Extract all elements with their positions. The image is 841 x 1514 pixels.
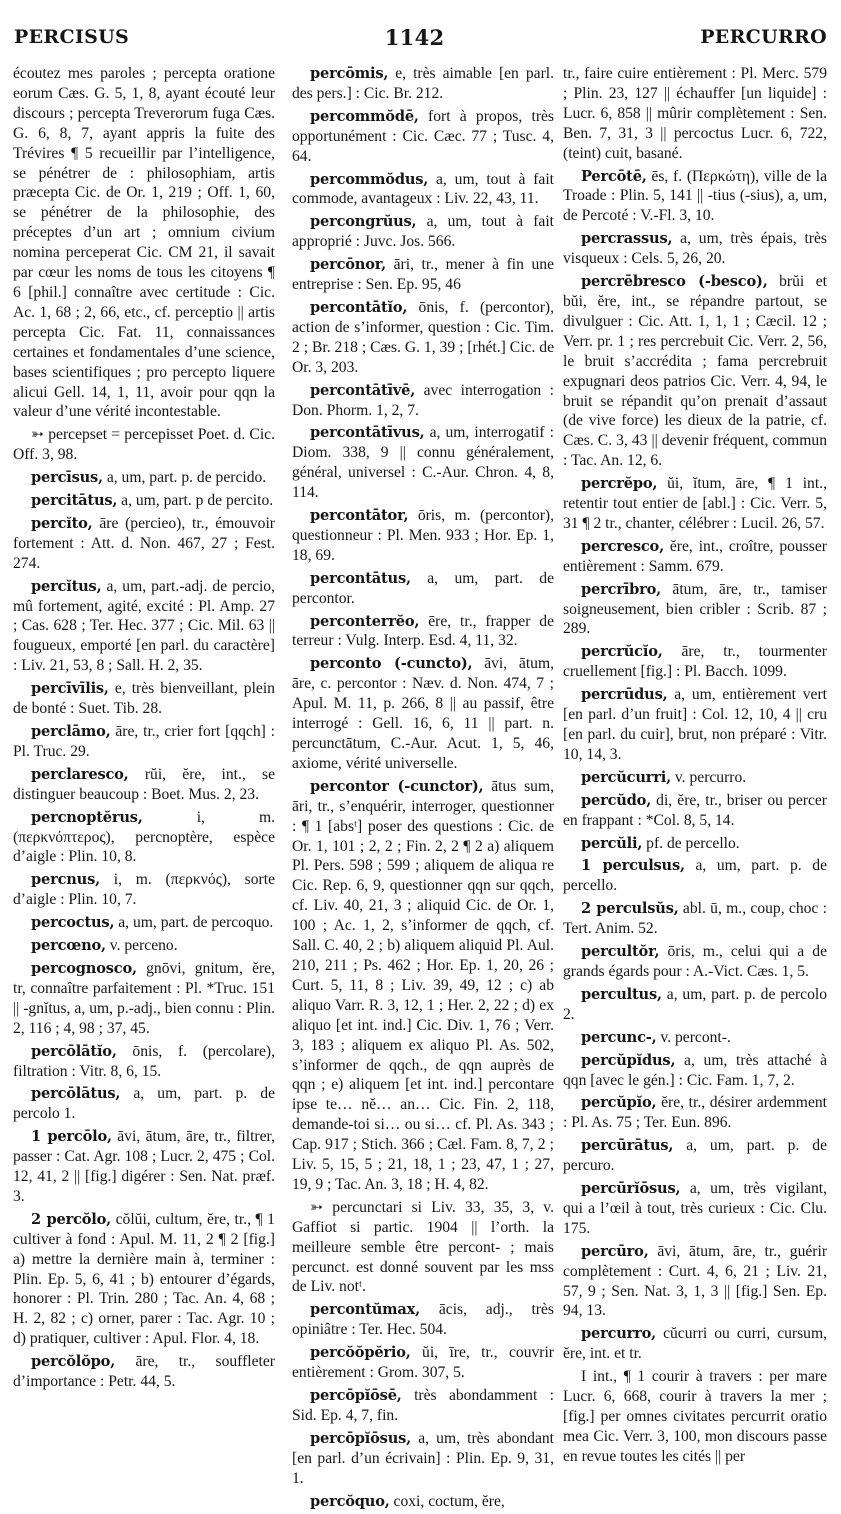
- entry-text: I int., ¶ 1 courir à travers : per mare Lucr. 6, 668, courir à travers la mer ; [fig.] per omnes civitates percurrit oratio mea Cic. Verr. 3, 100, mon discours passe en revue toutes les cités || per: [563, 1368, 827, 1465]
- entry-text: ŭi, ĭtum, āre, ¶ 1 int., retentir tout entier de [abl.] : Cic. Verr. 5, 31 ¶ 2 tr., chanter, célébrer : Lucil. 26, 57.: [563, 475, 827, 532]
- dictionary-entry: [563, 899, 827, 939]
- entry-text: di, ĕre, tr., briser ou percer en frappant : *Col. 8, 5, 14.: [563, 791, 827, 829]
- entry-headword: percōnor,: [310, 256, 387, 274]
- dictionary-entry: [563, 1028, 827, 1048]
- entry-headword: percōmis,: [310, 65, 389, 82]
- dictionary-entry: [563, 1179, 827, 1239]
- entry-text: a, um, très attaché à qqn [avec le gén.] : Cic. Fam. 1, 7, 2.: [563, 1051, 827, 1089]
- entry-text: ➳ percunctari si Liv. 33, 35, 3, v. Gaffiot si partic. 1904 || l’orth. la meilleure semble être percont- ; mais percunct. est donné souvent par les mss de Liv. notᵗ.: [292, 1198, 554, 1296]
- entry-headword: percœno,: [31, 937, 106, 955]
- entry-text: v. perceno.: [109, 937, 178, 955]
- entry-headword: percŭcurri,: [581, 768, 671, 786]
- dictionary-entry: [13, 1352, 275, 1392]
- entry-headword: percontor (-cunctor),: [310, 777, 484, 795]
- entry-text: gnōvi, gnitum, ĕre, tr, connaître parfaitement : Pl. *Truc. 151 || -gnĭtus, a, um, p.-adj., bien connu : Plin. 2, 116 ; 4, 98 ; 37, 45.: [13, 959, 275, 1037]
- entry-text: ācis, adj., très opiniâtre : Ter. Hec. 504.: [292, 1301, 554, 1339]
- entry-text: très abondamment : Sid. Ep. 4, 7, fin.: [292, 1387, 555, 1424]
- page-header: [14, 22, 827, 52]
- dictionary-entry: [13, 514, 275, 574]
- dictionary-entry: [563, 791, 827, 831]
- entry-text: i, m. (περκνός), sorte d’aigle : Plin. 10, 7.: [13, 871, 275, 909]
- dictionary-entry: [13, 468, 275, 488]
- entry-text: ōnis, f. (percontor), action de s’informer, question : Cic. Tim. 2 ; Br. 218 ; Cæs. G. 1, 39 ; [rhét.] Cic. de Or. 3, 203.: [292, 298, 554, 376]
- entry-text: ĕre, tr., désirer ardemment : Pl. As. 75 ; Ter. Eun. 896.: [563, 1094, 827, 1132]
- entry-text: v. percurro.: [674, 768, 747, 786]
- entry-text: a, um, part. p. de percello.: [563, 857, 828, 895]
- dictionary-entry: [563, 1242, 827, 1322]
- dictionary-entry: [292, 612, 554, 652]
- entry-text: pf. de percello.: [646, 834, 740, 852]
- dictionary-entry: [563, 856, 827, 896]
- entry-text: āvi, ātum, āre, tr., guérir complètement : Curt. 4, 6, 21 ; Liv. 21, 57, 9 ; Sen. Nat. 3, 1, 3 || [fig.] Sen. Ep. 94, 13.: [563, 1242, 828, 1320]
- entry-text: a, um, tout à fait approprié : Juvc. Jos. 566.: [292, 213, 554, 251]
- entry-text: v. percont-.: [660, 1028, 731, 1046]
- entry-headword: percŏŏpĕrio,: [310, 1344, 411, 1362]
- dictionary-entry: [13, 1127, 275, 1207]
- dictionary-entry: [292, 212, 554, 252]
- dictionary-entry: [563, 834, 827, 854]
- entry-text: ātum, āre, tr., tamiser soigneusement, bien cribler : Scrib. 87 ; 289.: [563, 580, 827, 638]
- entry-text: e, très bienveillant, plein de bonté : Suet. Tib. 28.: [13, 680, 275, 718]
- entry-headword: percrŭcĭo,: [581, 643, 663, 661]
- entry-headword: percontātīvus,: [310, 424, 425, 442]
- entry-headword: percūrĭōsus,: [581, 1180, 681, 1198]
- column-3: [563, 64, 827, 1470]
- entry-text: cŭcurri ou curri, cursum, ĕre, int. et tr.: [563, 1325, 827, 1363]
- entry-text: āvi, ātum, āre, c. percontor : Næv. d. Non. 474, 7 ; Apul. M. 11, p. 266, 8 || au passif, être interrogé : Gell. 16, 6, 11 || part. n. percunctātum, C.-Aur. Acut. 1, 5, 46, axiome, vérité universelle.: [292, 655, 554, 772]
- entry-headword: percnus,: [31, 871, 100, 889]
- dictionary-entry: [292, 1429, 554, 1489]
- dictionary-entry: [292, 423, 554, 503]
- dictionary-entry: [563, 1136, 827, 1176]
- entry-headword: percĭtus,: [31, 577, 102, 595]
- dictionary-entry: [13, 913, 275, 933]
- dictionary-entry: [563, 1051, 827, 1091]
- dictionary-entry: [563, 474, 827, 534]
- dictionary-entry: [292, 1198, 554, 1298]
- entry-text: āre, tr., tourmenter cruellement [fig.] : Pl. Bacch. 1099.: [563, 643, 827, 681]
- dictionary-entry: [13, 722, 275, 762]
- dictionary-entry: [292, 654, 554, 773]
- entry-headword: percōlātus,: [31, 1085, 121, 1103]
- dictionary-entry: [292, 64, 554, 104]
- dictionary-entry: [13, 64, 275, 422]
- dictionary-entry: [13, 679, 275, 719]
- entry-headword: percontātĭo,: [310, 298, 408, 316]
- dictionary-entry: [563, 768, 827, 788]
- entry-headword: Percōtē,: [581, 167, 647, 185]
- entry-text: ōris, m., celui qui a de grands égards pour : A.-Vict. Cæs. 1, 5.: [563, 943, 828, 980]
- running-head-right: PERCURRO: [700, 26, 827, 48]
- entry-headword: percoctus,: [31, 914, 115, 932]
- dictionary-entry: [563, 942, 827, 982]
- dictionary-entry: [563, 642, 827, 682]
- entry-text: a, um, part. p. de percolo 1.: [13, 1085, 275, 1123]
- entry-text: avec interrogation : Don. Phorm. 1, 2, 7.: [292, 381, 555, 419]
- running-head-left: PERCISUS: [14, 26, 129, 48]
- entry-text: a, um, part. de percoquo.: [118, 914, 274, 932]
- entry-headword: percŏlŏpo,: [31, 1353, 116, 1371]
- entry-text: ātus sum, āri, tr., s’enquérir, interroger, questionner : ¶ 1 [absᵗ] poser des questions : Cic. de Or. 1, 101 ; 2, 2 ; Fin. 2, 2 ¶ 2 a) aliquem Pl. Pers. 598 ; 599 ; aliquem de aliqua re Cic. Rep. 6, 9, questionner qqn sur qqch, cf. Liv. 40, 21, 3 ; aliquid Cic. de Or. 1, 100 ; Ac. 1, 2, s’informer de qqch, cf. Sall. C. 40, 2 ; b) aliquem aliquid Pl. Aul. 210, 211 ; Ps. 462 ; Hor. Ep. 1, 20, 26 ; Curt. 5, 11, 8 ; Liv. 39, 49, 12 ; c) ab aliquo Varr. R. 3, 12, 1 ; Her. 2, 22 ; d) ex aliquo [et int. ind.] Cic. Div. 1, 76 ; Verr. 3, 183 ; aliquem ex aliquo Pl. As. 502, s’informer de qqch., de qqn auprès de qqn ; e) aliquem [et int. ind.] percontare ipse te… nĕ… an… Cic. Fin. 2, 118, demande-toi si… ou si… cf. Pl. As. 343 ; Cap. 917 ; Stich. 366 ; Cæl. Fam. 8, 7, 2 ; Liv. 5, 15, 5 ; 21, 18, 1 ; 23, 47, 1 ; 27, 19, 9 ; Tac. An. 3, 18 ; H. 4, 82.: [292, 777, 554, 1193]
- entry-headword: percrassus,: [581, 230, 673, 248]
- entry-headword: percŭpĭdus,: [581, 1051, 676, 1069]
- entry-headword: percitātus,: [31, 492, 118, 510]
- entry-headword: percurro,: [581, 1325, 657, 1343]
- entry-text: a, um, tout à fait commode, avantageux : Liv. 22, 43, 11.: [292, 170, 554, 208]
- dictionary-entry: [563, 1367, 827, 1467]
- entry-text: e, très aimable [en parl. des pers.] : Cic. Br. 212.: [292, 65, 554, 102]
- entry-text: a, um, part.-adj. de percio, mû fortement, agité, excité : Pl. Amp. 27 ; Cas. 628 ; Ter. Hec. 377 ; Cic. Mil. 63 || fougueux, emporté [en parl. du caractère] : Liv. 21, 53, 8 ; Sall. H. 2, 35.: [13, 577, 275, 675]
- dictionary-entry: [292, 777, 554, 1195]
- entry-headword: percōpĭōsus,: [310, 1429, 412, 1447]
- entry-text: ōris, m. (percontor), questionneur : Pl. Men. 933 ; Hor. Ep. 1, 18, 69.: [292, 507, 554, 564]
- entry-text: fort à propos, très opportunément : Cic. Cæc. 77 ; Tusc. 4, 64.: [292, 107, 554, 165]
- page-number: 1142: [384, 24, 445, 50]
- dictionary-entry: [292, 107, 554, 167]
- entry-headword: percŭpĭo,: [581, 1094, 657, 1112]
- entry-text: écoutez mes paroles ; percepta oratione eorum Cæs. G. 5, 1, 8, ayant écouté leur discours ; percepta Treverorum fuga Cæs. G. 6, 8, 7, ayant appris la fuite des Trévires ¶ 5 recueillir par l’intelligence, se pénétrer de : philosophiam, artis præcepta Cic. de Or. 1, 219 ; Off. 1, 60, se pénétrer de la philosophie, des préceptes d’un art ; omnium civium nomina perceperat Cic. CM 21, il savait par cœur les noms de tous les citoyens ¶ 6 [phil.] connaître avec certitude : Cic. Ac. 1, 68 ; 2, 66, etc., cf. perceptio || artis percepta Cic. Fat. 11, connaissances certaines et fondamentales d’une science, bases scientifiques ; pro percepto liquere alicui Gell. 14, 1, 11, avoir pour qqn la valeur d’une vérité incontestable.: [13, 65, 275, 421]
- entry-text: a, um, part. p. de percolo 2.: [563, 985, 827, 1023]
- dictionary-entry: [563, 272, 827, 471]
- dictionary-entry: [292, 255, 554, 295]
- dictionary-entry: [292, 506, 554, 566]
- entry-headword: percīvīlis,: [31, 680, 109, 698]
- entry-text: a, um, part. de percontor.: [292, 569, 554, 607]
- dictionary-entry: [563, 64, 827, 164]
- entry-text: tr., faire cuire entièrement : Pl. Merc. 579 ; Plin. 23, 127 || échauffer [un liquide] : Lucr. 6, 858 || mûrir complètement : Sen. Ben. 7, 31, 3 || percoctus Lucr. 6, 722, (teint) cuit, basané.: [563, 65, 827, 162]
- entry-headword: percommŏdē,: [310, 107, 419, 125]
- entry-headword: percontŭmax,: [310, 1301, 421, 1319]
- dictionary-entry: [13, 577, 275, 677]
- dictionary-entry: [292, 298, 554, 378]
- entry-text: a, um, très épais, très visqueux : Cels. 5, 26, 20.: [563, 230, 827, 268]
- entry-text: ➳ percepset = percepisset Poet. d. Cic. Off. 3, 98.: [13, 426, 275, 464]
- entry-text: a, um, entièrement vert [en parl. d’un fruit] : Col. 12, 10, 4 || cru [en parl. du cuir], brut, non préparé : Vitr. 10, 14, 3.: [563, 686, 827, 763]
- entry-text: cŏlŭi, cultum, ĕre, tr., ¶ 1 cultiver à fond : Apul. M. 11, 2 ¶ 2 [fig.] a) mettre la dernière main à, terminer : Plin. Ep. 5, 6, 41 ; b) entourer d’égards, honorer : Pl. Trin. 280 ; Tac. An. 4, 68 ; H. 2, 82 ; c) orner, parer : Tac. Agr. 10 ; d) pratiquer, cultiver : Apul. Flor. 4, 18.: [13, 1210, 275, 1348]
- dictionary-entry: [13, 765, 275, 805]
- entry-headword: perconto (-cuncto),: [310, 655, 473, 673]
- entry-headword: perclaresco,: [31, 765, 129, 783]
- dictionary-entry: [292, 381, 554, 421]
- entry-headword: percommŏdus,: [310, 170, 429, 188]
- entry-headword: percīsus,: [31, 469, 103, 487]
- entry-text: ēre, tr., frapper de terreur : Vulg. Interp. Esd. 4, 11, 32.: [292, 612, 554, 650]
- dictionary-entry: [13, 936, 275, 956]
- entry-headword: percŭli,: [581, 834, 643, 852]
- entry-text: āre, tr., souffleter d’importance : Petr. 44, 5.: [13, 1353, 275, 1391]
- column-2: [292, 64, 554, 1514]
- entry-headword: 2 perculsŭs,: [581, 900, 679, 918]
- entry-headword: 1 percōlo,: [31, 1128, 112, 1146]
- entry-headword: 1 perculsus,: [581, 857, 685, 875]
- entry-headword: percontātor,: [310, 507, 409, 525]
- dictionary-entry: [292, 1492, 554, 1512]
- dictionary-entry: [13, 959, 275, 1039]
- entry-text: i, m. (περκνόπτερος), percnoptère, espèce d’aigle : Plin. 10, 8.: [13, 808, 275, 866]
- entry-text: rŭi, ĕre, int., se distinguer beaucoup : Boet. Mus. 2, 23.: [13, 765, 275, 803]
- dictionary-entry: [292, 1386, 554, 1426]
- entry-headword: percontātus,: [310, 569, 411, 587]
- dictionary-entry: [563, 580, 827, 640]
- entry-text: brŭi et bŭi, ĕre, int., se répandre partout, se divulguer : Cic. Att. 1, 1, 1 ; Cæcil. 12 ; Verr. pr. 1 ; res percrebuit Cic. Verr. 2, 56, le bruit s’accrédita ; fama percrebruit expugnari deos patrios Cic. Verr. 4, 94, le bruit se répandit qu’on prenait d’assaut (de vive force) les dieux de la patrie, cf. Cæs. C. 3, 43 || devenir fréquent, commun : Tac. An. 12, 6.: [563, 273, 827, 470]
- dictionary-entry: [563, 167, 827, 227]
- entry-headword: percrībro,: [581, 580, 662, 598]
- dictionary-entry: [563, 985, 827, 1025]
- entry-headword: percrēbresco (-besco),: [581, 273, 768, 291]
- entry-headword: percūrātus,: [581, 1137, 674, 1155]
- entry-text: a, um, part. p. de percuro.: [563, 1137, 827, 1175]
- entry-headword: percŏquo,: [310, 1492, 390, 1510]
- dictionary-entry: [292, 1343, 554, 1383]
- entry-headword: percontātīvē,: [310, 381, 416, 399]
- entry-headword: percūro,: [581, 1242, 649, 1260]
- entry-text: āvi, ātum, āre, tr., filtrer, passer : Cat. Agr. 108 ; Lucr. 2, 475 ; Col. 12, 41, 2 || [fig.] digérer : Sen. Nat. præf. 3.: [13, 1128, 275, 1205]
- entry-headword: percnoptĕrus,: [31, 808, 143, 826]
- entry-text: a, um, très vigilant, qui a l’œil à tout, très curieux : Cic. Clu. 175.: [563, 1180, 827, 1237]
- entry-text: a, um, part. p. de percido.: [106, 469, 267, 487]
- dictionary-entry: [13, 870, 275, 910]
- entry-headword: percresco,: [581, 537, 664, 555]
- entry-text: coxi, coctum, ĕre,: [393, 1492, 505, 1510]
- entry-text: āre, tr., crier fort [qqch] : Pl. Truc. 29.: [13, 723, 275, 760]
- entry-headword: perclāmo,: [31, 723, 111, 740]
- dictionary-entry: [292, 170, 554, 210]
- dictionary-entry: [13, 425, 275, 465]
- dictionary-entry: [563, 1093, 827, 1133]
- entry-headword: perconterrĕo,: [310, 612, 420, 630]
- entry-text: ĕre, int., croître, pousser entièrement : Samm. 679.: [563, 537, 827, 575]
- dictionary-entry: [563, 229, 827, 269]
- dictionary-entry: [13, 1042, 275, 1082]
- entry-text: āri, tr., mener à fin une entreprise : Sen. Ep. 95, 46: [292, 256, 554, 294]
- dictionary-entry: [13, 491, 275, 511]
- entry-headword: percongrŭus,: [310, 213, 417, 231]
- entry-text: āre (percieo), tr., émouvoir fortement : Att. d. Non. 467, 27 ; Fest. 274.: [13, 514, 275, 572]
- entry-headword: percultus,: [581, 985, 662, 1003]
- dictionary-entry: [563, 685, 827, 765]
- dictionary-entry: [13, 1210, 275, 1349]
- entry-text: abl. ū, m., coup, choc : Tert. Anim. 52.: [563, 900, 827, 938]
- entry-text: ŭi, īre, tr., couvrir entièrement : Grom. 307, 5.: [292, 1344, 555, 1382]
- dictionary-entry: [292, 1300, 554, 1340]
- column-1: [13, 64, 275, 1395]
- dictionary-entry: [563, 1324, 827, 1364]
- entry-headword: percultŏr,: [581, 943, 660, 961]
- entry-headword: percognosco,: [31, 959, 137, 977]
- dictionary-entry: [292, 569, 554, 609]
- dictionary-entry: [563, 537, 827, 577]
- entry-text: ēs, f. (Περκώτη), ville de la Troade : Plin. 5, 141 || -tius (-sius), a, um, de Percoté : V.-Fl. 3, 10.: [563, 167, 827, 225]
- entry-headword: percĭto,: [31, 514, 93, 532]
- entry-headword: percōpĭōsē,: [310, 1387, 402, 1404]
- entry-headword: percŭdo,: [581, 791, 652, 809]
- entry-headword: percunc-,: [581, 1028, 657, 1046]
- entry-headword: 2 percŏlo,: [31, 1210, 112, 1228]
- entry-headword: percrūdus,: [581, 686, 668, 704]
- entry-text: ōnis, f. (percolare), filtration : Vitr. 8, 6, 15.: [13, 1042, 276, 1080]
- entry-headword: percrĕpo,: [581, 475, 658, 493]
- dictionary-entry: [13, 808, 275, 868]
- entry-text: a, um, part. p de percito.: [121, 492, 274, 510]
- dictionary-entry: [13, 1084, 275, 1124]
- entry-headword: percōlātĭo,: [31, 1042, 117, 1060]
- entry-text: a, um, très abondant [en parl. d’un écrivain] : Plin. Ep. 9, 31, 1.: [292, 1429, 554, 1487]
- entry-text: a, um, interrogatif : Diom. 338, 9 || connu généralement, général, universel : C.-Aur. Chron. 4, 8, 114.: [292, 424, 554, 502]
